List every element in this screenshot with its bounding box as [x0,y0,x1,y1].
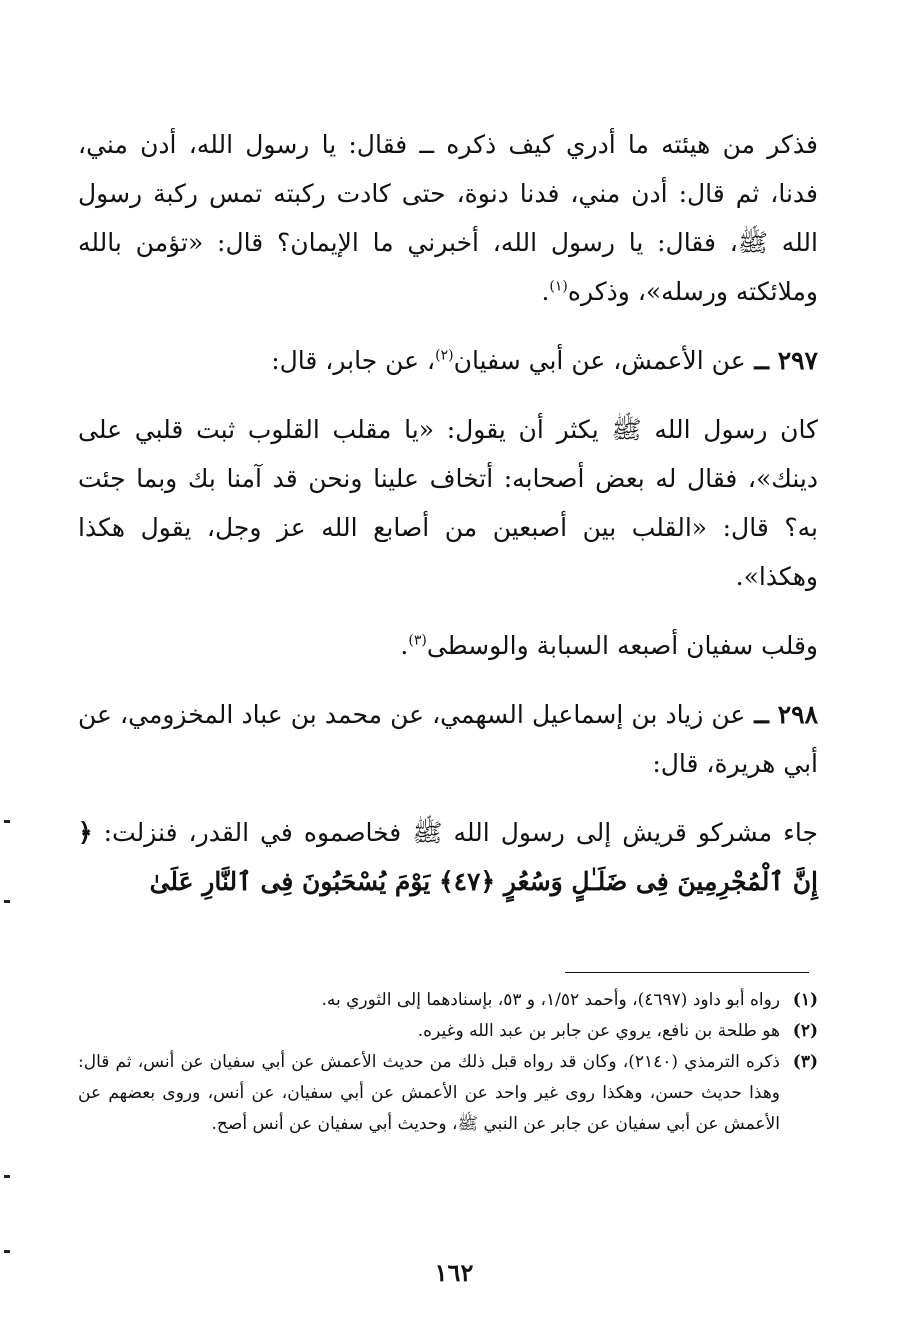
text-segment: جاء مشركو قريش إلى رسول الله ﷺ فخاصموه في القدر، فنزلت: [92,818,818,847]
text-segment: . [400,631,409,660]
paragraph-4 [78,621,818,670]
paragraph-2 [78,336,818,385]
footnotes [78,985,818,1140]
footnote-mark: (٣) [792,1052,818,1072]
footnote-reference: (١) [549,278,568,295]
text-segment: عن زياد بن إسماعيل السهمي، عن محمد بن عباد المخزومي، عن أبي هريرة، قال: [78,700,818,778]
text-segment: فذكر من هيئته ما أدري كيف ذكره ــ فقال: يا رسول الله، أدن مني، فدنا، ثم قال: أدن مني، فدنا دنوة، حتى كادت ركبته تمس ركبة رسول الله ﷺ، فقال: يا رسول الله، أخبرني ما الإيمان؟ قال: «تؤمن بالله وملائكته ورسله»، وذكره [78,130,818,306]
text-segment: وقلب سفيان أصبعه السبابة والوسطى [426,631,818,660]
scan-edge-mark [4,1175,10,1178]
footnote-2 [78,1016,818,1047]
page-number: ١٦٢ [434,1258,474,1287]
paragraph-6 [78,808,818,906]
hadith-number: ٢٩٧ ــ [745,346,818,375]
paragraph-5 [78,690,818,788]
footnote-text: رواه أبو داود (٤٦٩٧)، وأحمد ١/٥٢، و ٥٣، بإسنادهما إلى الثوري به. [321,990,780,1010]
text-segment: . [541,277,550,306]
paragraph-1 [78,120,818,316]
footnote-reference: (٢) [435,347,454,364]
text-segment: كان رسول الله ﷺ يكثر أن يقول: «يا مقلب القلوب ثبت قلبي على دينك»، فقال له بعض أصحابه: أتخاف علينا ونحن قد آمنا بك وبما جئت به؟ قال: «القلب بين أصبعين من أصابع الله عز وجل، يقول هكذا وهكذا». [78,415,818,591]
footnote-mark: (١) [792,990,818,1010]
footnote-reference: (٣) [408,632,427,649]
scan-edge-mark [4,820,10,823]
scan-edge-mark [4,900,10,903]
text-segment: ، عن جابر، قال: [271,346,436,375]
footnote-1 [78,985,818,1016]
paragraph-3 [78,405,818,601]
main-text [78,120,818,926]
hadith-number: ٢٩٨ ــ [745,700,819,729]
scan-edge-mark [4,1250,10,1253]
footnote-3 [78,1047,818,1140]
quran-verse: ﴿ إِنَّ ٱلْمُجْرِمِينَ فِى ضَلَـٰلٍ وَسُعُرٍ ﴿٤٧﴾ يَوْمَ يُسْحَبُونَ فِى ٱلنَّارِ عَلَىٰ [78,818,818,896]
footnote-text: ذكره الترمذي (٢١٤٠)، وكان قد رواه قبل ذلك من حديث الأعمش عن أبي سفيان عن أنس، ثم قال: وهذا حديث حسن، وهكذا روى غير واحد عن الأعمش عن أبي سفيان، عن أنس، وروى بعضهم عن الأعمش عن أبي سفيان عن جابر عن النبي ﷺ، وحديث أبي سفيان عن أنس أصح. [78,1052,780,1134]
footnote-divider [565,972,809,973]
text-segment: عن الأعمش، عن أبي سفيان [453,346,746,375]
footnote-mark: (٢) [792,1021,818,1041]
footnote-text: هو طلحة بن نافع، يروي عن جابر بن عبد الله وغيره. [417,1021,780,1041]
